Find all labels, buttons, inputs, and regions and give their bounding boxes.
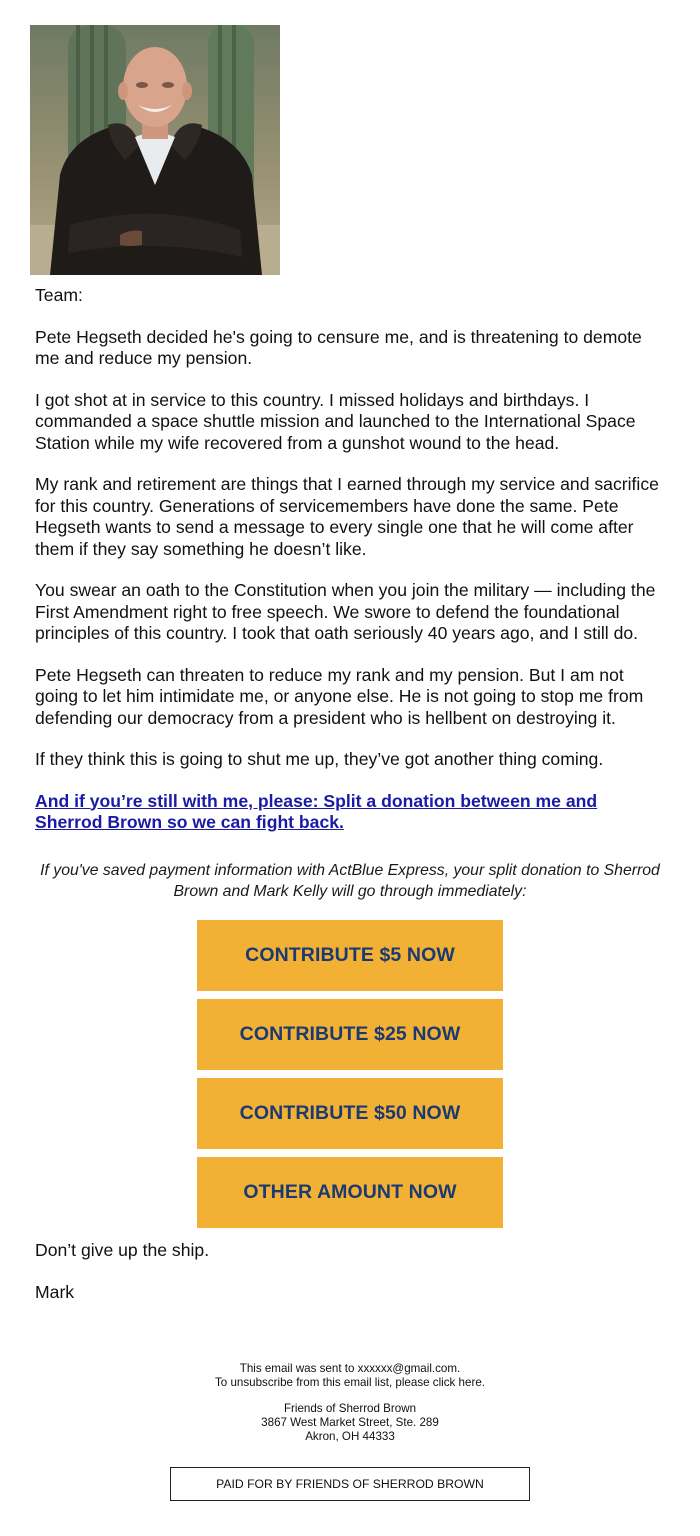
actblue-express-note: If you've saved payment information with ActBlue Express, your split donation to Sherrod Brown and Mark Kelly will go through immediately: xyxy=(40,862,660,900)
letter-body xyxy=(35,285,667,854)
unsubscribe-link[interactable]: To unsubscribe from this email list, please click here. xyxy=(215,1376,485,1389)
org-street: 3867 West Market Street, Ste. 289 xyxy=(261,1416,439,1429)
letter-paragraph: My rank and retirement are things that I earned through my service and sacrifice for this country. Generations of servicemembers have done the same. Pete Hegseth wants to send a message to every single one that he will come after them if they say something he doesn’t like. xyxy=(35,474,659,559)
closing-line: Don’t give up the ship. xyxy=(35,1240,210,1260)
portrait-photo xyxy=(30,25,280,275)
sent-to-text: This email was sent to xxxxxx@gmail.com. xyxy=(239,1362,461,1375)
contribute-25-button[interactable]: CONTRIBUTE $25 NOW xyxy=(197,999,503,1070)
portrait-image xyxy=(30,25,280,275)
org-name: Friends of Sherrod Brown xyxy=(283,1402,417,1415)
contribute-50-button[interactable]: CONTRIBUTE $50 NOW xyxy=(197,1078,503,1149)
greeting: Team: xyxy=(35,285,83,305)
email-footer xyxy=(100,1362,600,1444)
letter-paragraph: Pete Hegseth can threaten to reduce my rank and my pension. But I am not going to let him intimidate me, or anyone else. He is not going to stop me from defending our democracy from a president who is hellbent on destroying it. xyxy=(35,664,644,728)
org-city: Akron, OH 44333 xyxy=(305,1430,395,1443)
letter-paragraph: You swear an oath to the Constitution when you join the military — including the First Amendment right to free speech. We swore to defend the foundational principles of this country. I took that oath seriously 40 years ago, and I still do. xyxy=(35,580,656,643)
split-donation-link[interactable]: And if you’re still with me, please: Split a donation between me and Sherrod Brown so we can fight back. xyxy=(35,790,598,832)
contribute-5-button[interactable]: CONTRIBUTE $5 NOW xyxy=(197,920,503,991)
letter-paragraph: If they think this is going to shut me up, they’ve got another thing coming. xyxy=(35,749,604,769)
paid-for-disclaimer: PAID FOR BY FRIENDS OF SHERROD BROWN xyxy=(170,1467,530,1501)
other-amount-button[interactable]: OTHER AMOUNT NOW xyxy=(197,1157,503,1228)
signature: Mark xyxy=(35,1282,75,1302)
letter-paragraph: Pete Hegseth decided he's going to censure me, and is threatening to demote me and reduce my pension. xyxy=(35,326,642,368)
letter-paragraph: I got shot at in service to this country. I missed holidays and birthdays. I commanded a space shuttle mission and launched to the International Space Station while my wife recovered from a gunshot wound to the head. xyxy=(35,389,636,453)
